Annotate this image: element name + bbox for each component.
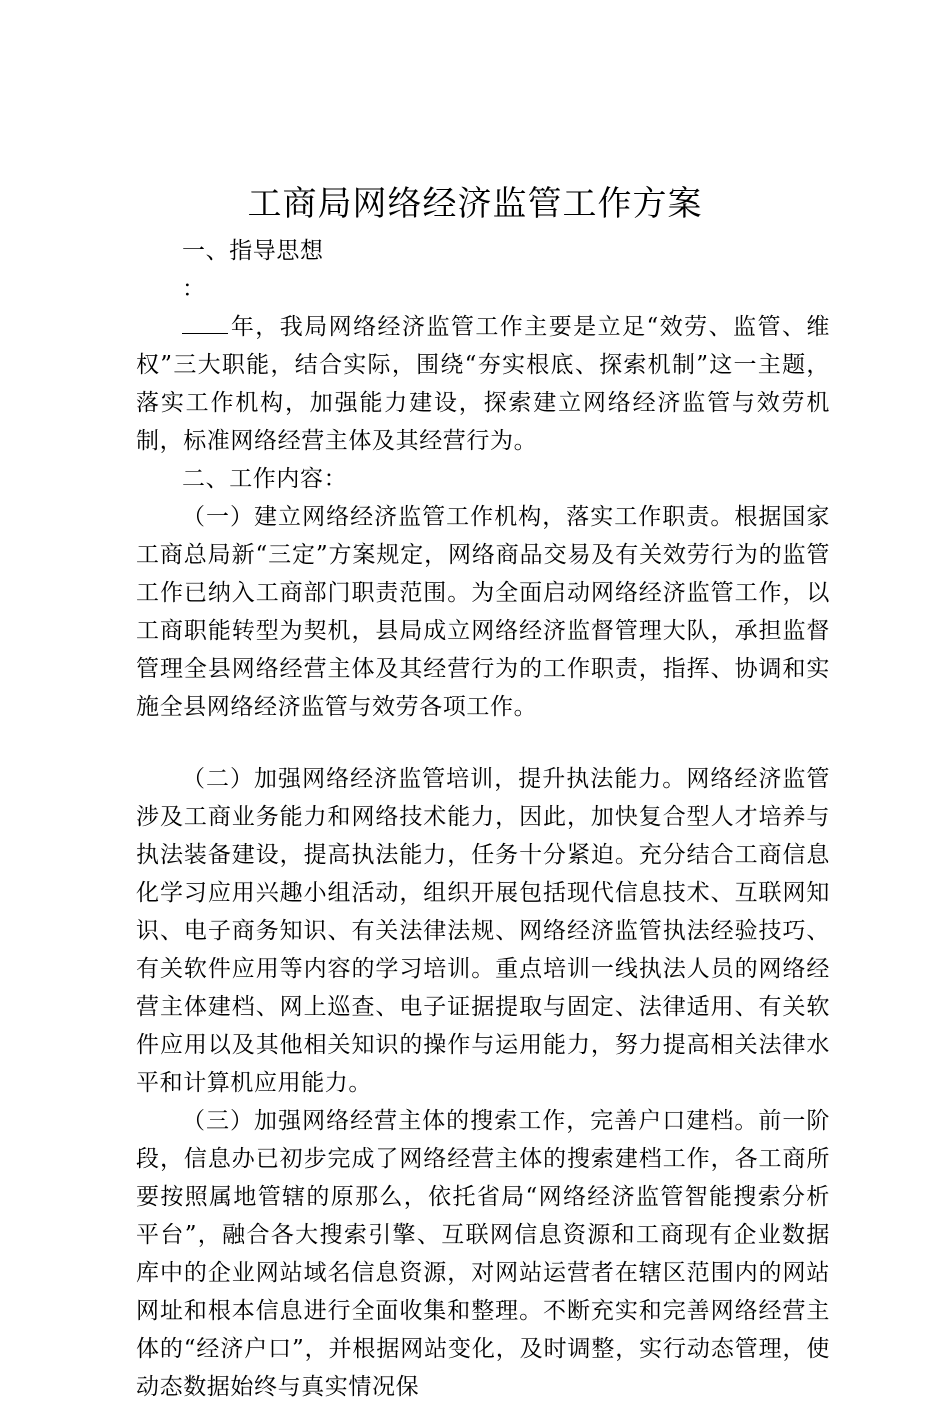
- section-heading-guiding-ideology: 一、指导思想: [182, 238, 324, 264]
- paragraph-item-1: （一）建立网络经济监管工作机构，落实工作职责。根据国家工商总局新“三定”方案规定，网络商品交易及有关效劳行为的监管工作已纳入工商部门职责范围。为全面启动网络经济监管工作，以工商职能转型为契机，县局成立网络经济监督管理大队，承担监督管理全县网络经营主体及其经营行为的工作职责，指挥、协调和实施全县网络经济监管与效劳各项工作。: [136, 504, 830, 720]
- paragraph-item-2: （二）加强网络经济监管培训，提升执法能力。网络经济监管涉及工商业务能力和网络技术能力，因此，加快复合型人才培养与执法装备建设，提高执法能力，任务十分紧迫。充分结合工商信息化学习应用兴趣小组活动，组织开展包括现代信息技术、互联网知识、电子商务知识、有关法律法规、网络经济监管执法经验技巧、有关软件应用等内容的学习培训。重点培训一线执法人员的网络经营主体建档、网上巡查、电子证据提取与固定、法律适用、有关软件应用以及其他相关知识的操作与运用能力，努力提高相关法律水平和计算机应用能力。: [136, 766, 830, 1096]
- paragraph-intro: [136, 308, 830, 460]
- paragraph-spacer: [136, 726, 830, 760]
- section-colon: ：: [182, 276, 206, 302]
- year-blank: [182, 313, 228, 334]
- document-title: 工商局网络经济监管工作方案: [247, 184, 703, 224]
- document-body: [136, 232, 830, 1406]
- section-heading-work-content: 二、工作内容：: [182, 466, 348, 492]
- paragraph-intro-text: 年，我局网络经济监管工作主要是立足“效劳、监管、维权”三大职能，结合实际，围绕“夯实根底、探索机制”这一主题，落实工作机构，加强能力建设，探索建立网络经济监管与效劳机制，标准网络经营主体及其经营行为。: [136, 314, 830, 454]
- paragraph-item-3: （三）加强网络经营主体的搜索工作，完善户口建档。前一阶段，信息办已初步完成了网络经营主体的搜索建档工作，各工商所要按照属地管辖的原那么，依托省局“网络经济监管智能搜索分析平台”，融合各大搜索引擎、互联网信息资源和工商现有企业数据库中的企业网站域名信息资源，对网站运营者在辖区范围内的网站网址和根本信息进行全面收集和整理。不断充实和完善网络经营主体的“经济户口”，并根据网站变化，及时调整，实行动态管理，使动态数据始终与真实情况保: [136, 1108, 830, 1400]
